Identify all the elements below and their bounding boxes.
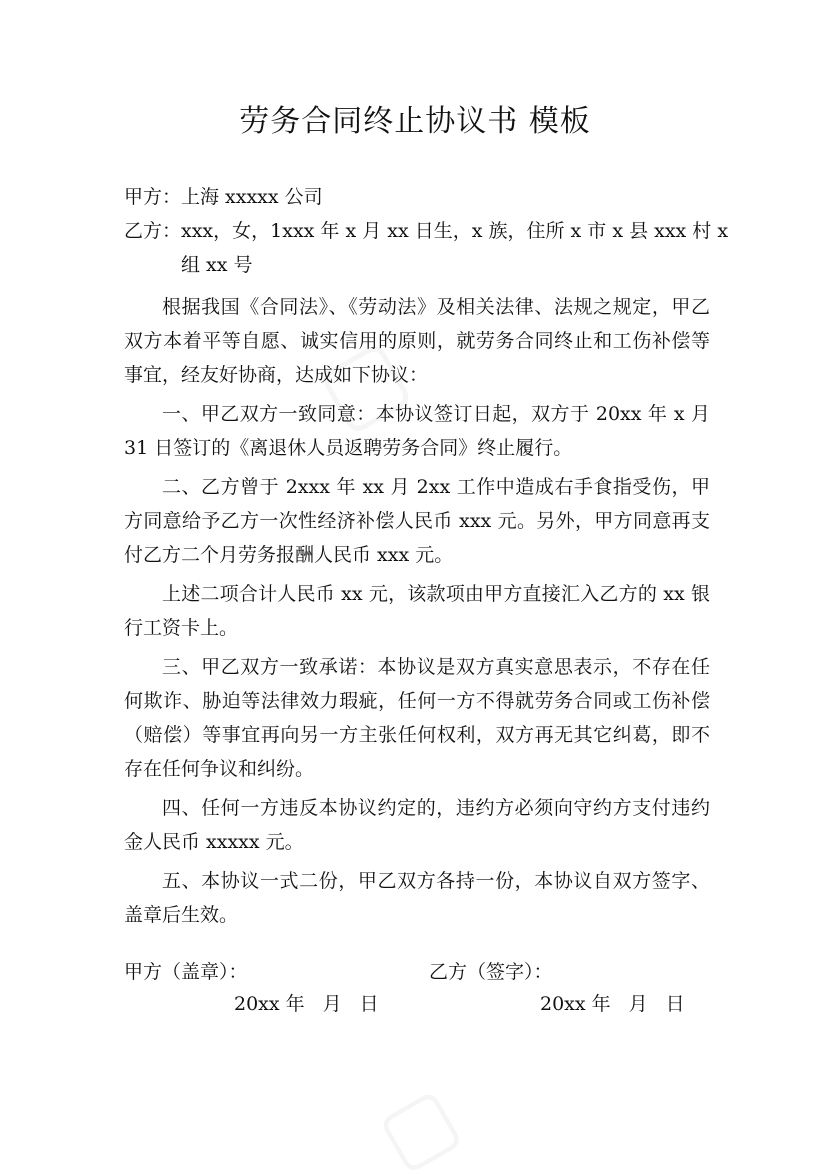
party-a-seal-label: 甲方（盖章）： [124, 961, 248, 983]
date-month: 月 [322, 993, 342, 1015]
party-b-line: 乙方：xxx，女，1xxx 年 x 月 xx 日生，x 族，住所 x 市 x 县 xxx 村 x [124, 220, 729, 242]
clause-1-paragraph: 一、甲乙双方一致同意：本协议签订日起，双方于 20xx 年 x 月 31 日签订的《离退休人员返聘劳务合同》终止履行。 [124, 403, 710, 459]
clause-3-paragraph: 三、甲乙双方一致承诺：本协议是双方真实意思表示，不存在任何欺诈、胁迫等法律效力瑕疵，任何一方不得就劳务合同或工伤补偿（赔偿）等事宜再向另一方主张任何权利，双方再无其它纠葛，即不存在任何争议和纠纷。 [124, 656, 710, 780]
clause-4-paragraph: 四、任何一方违反本协议约定的，违约方必须向守约方支付违约金人民币 xxxxx 元。 [124, 797, 710, 853]
date-row [124, 987, 724, 1021]
clause-5-paragraph: 五、本协议一式二份，甲乙双方各持一份，本协议自双方签字、盖章后生效。 [124, 870, 710, 926]
party-b-date [540, 987, 685, 1021]
date-year: 20xx 年 [234, 993, 305, 1015]
party-a-date [234, 987, 379, 1021]
document-body [124, 180, 729, 932]
total-amount-paragraph: 上述二项合计人民币 xx 元，该款项由甲方直接汇入乙方的 xx 银行工资卡上。 [124, 583, 710, 639]
preamble-paragraph: 根据我国《合同法》、《劳动法》及相关法律、法规之规定，甲乙双方本着平等自愿、诚实信用的原则，就劳务合同终止和工伤补偿等事宜，经友好协商，达成如下协议： [124, 296, 710, 386]
date-day: 日 [665, 993, 685, 1015]
party-a-line: 甲方：上海 xxxxx 公司 [124, 186, 323, 208]
party-b-line-continued: 组 xx 号 [181, 254, 253, 276]
date-day: 日 [359, 993, 379, 1015]
signature-row [124, 955, 724, 989]
party-b-sign-label: 乙方（签字）： [429, 961, 553, 983]
date-month: 月 [628, 993, 648, 1015]
date-year: 20xx 年 [540, 993, 611, 1015]
document-title: 劳务合同终止协议书 模板 [239, 104, 591, 139]
clause-2-paragraph: 二、乙方曾于 2xxx 年 xx 月 2xx 工作中造成右手食指受伤，甲方同意给予乙方一次性经济补偿人民币 xxx 元。另外，甲方同意再支付乙方二个月劳务报酬人民币 xxx 元。 [124, 476, 710, 566]
watermark [362, 1067, 474, 1174]
